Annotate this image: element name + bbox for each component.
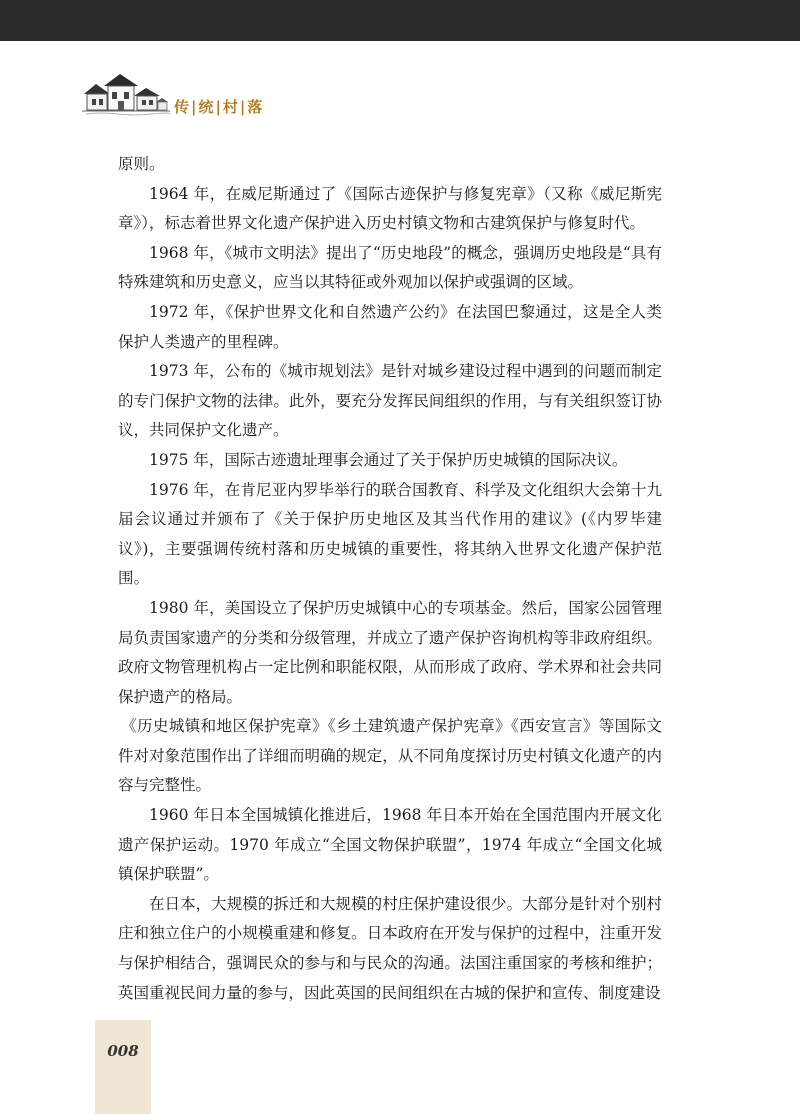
header-title: 传|统|村|落 — [174, 98, 265, 116]
paragraph: 1968 年，《城市文明法》提出了“历史地段”的概念，强调历史地段是“具有特殊建筑和历史意义，应当以其特征或外观加以保护或强调的区域。 — [118, 243, 662, 292]
paragraph: 1976 年，在肯尼亚内罗毕举行的联合国教育、科学及文化组织大会第十九届会议通过并颁布了《关于保护历史地区及其当代作用的建议》(《内罗毕建议》)，主要强调传统村落和历史城镇的重要性，将其纳入世界文化遗产保护范围。 — [118, 480, 662, 588]
running-header — [82, 72, 342, 120]
paragraph: 1972 年，《保护世界文化和自然遗产公约》在法国巴黎通过，这是全人类保护人类遗产的里程碑。 — [118, 302, 662, 351]
top-dark-band — [0, 0, 800, 41]
body-text — [118, 150, 662, 1008]
paragraph: 在日本，大规模的拆迁和大规模的村庄保护建设很少。大部分是针对个别村庄和独立住户的小规模重建和修复。日本政府在开发与保护的过程中，注重开发与保护相结合，强调民众的参与和与民众的沟通。法国注重国家的考核和维护；英国重视民间力量的参与，因此英国的民间组织在古城的保护和宣传、制度建设 — [118, 894, 662, 1002]
village-houses-icon — [82, 72, 170, 118]
paragraph: 1980 年，美国设立了保护历史城镇中心的专项基金。然后，国家公园管理局负责国家遗产的分类和分级管理，并成立了遗产保护咨询机构等非政府组织。政府文物管理机构占一定比例和职能权限，从而形成了政府、学术界和社会共同保护遗产的格局。 — [118, 598, 662, 706]
page-number: 008 — [107, 1042, 139, 1060]
paragraph: 1973 年，公布的《城市规划法》是针对城乡建设过程中遇到的问题而制定的专门保护文物的法律。此外，要充分发挥民间组织的作用，与有关组织签订协议，共同保护文化遗产。 — [118, 362, 662, 440]
paragraph: 原则。 — [118, 155, 165, 173]
paragraph: 《历史城镇和地区保护宪章》《乡土建筑遗产保护宪章》《西安宣言》等国际文件对对象范围作出了详细而明确的规定，从不同角度探讨历史村镇文化遗产的内容与完整性。 — [118, 717, 662, 795]
paragraph: 1975 年，国际古迹遗址理事会通过了关于保护历史城镇的国际决议。 — [149, 450, 628, 469]
paragraph: 1964 年，在威尼斯通过了《国际古迹保护与修复宪章》（又称《威尼斯宪章》），标志着世界文化遗产保护进入历史村镇文物和古建筑保护与修复时代。 — [118, 184, 662, 233]
page-number-tab — [95, 1020, 151, 1114]
paragraph: 1960 年日本全国城镇化推进后，1968 年日本开始在全国范围内开展文化遗产保护运动。1970 年成立“全国文物保护联盟”，1974 年成立“全国文化城镇保护联盟”。 — [118, 806, 662, 884]
